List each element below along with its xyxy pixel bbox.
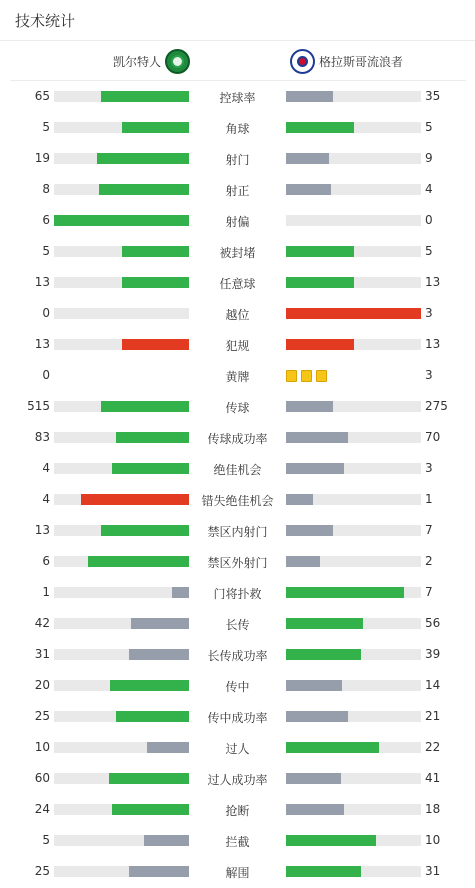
away-bar-track <box>286 215 421 226</box>
away-bar-fill <box>286 277 354 288</box>
away-bar-fill <box>286 401 333 412</box>
stat-row <box>0 670 475 701</box>
away-bar-track <box>286 401 421 412</box>
home-bar-track <box>54 835 189 846</box>
home-bar-fill <box>101 91 189 102</box>
away-bar-fill <box>286 711 348 722</box>
stat-label: 门将扑救 <box>213 587 262 601</box>
home-value: 1 <box>42 585 50 599</box>
away-bar-fill <box>286 773 341 784</box>
away-bar-track <box>286 866 421 877</box>
away-value: 9 <box>425 151 433 165</box>
stat-row <box>0 112 475 143</box>
stat-row <box>0 298 475 329</box>
away-bar-track <box>286 246 421 257</box>
away-bar-fill <box>286 463 344 474</box>
stat-row <box>0 794 475 825</box>
home-bar-track <box>54 680 189 691</box>
stat-row <box>0 422 475 453</box>
home-bar-fill <box>110 680 189 691</box>
stat-label: 传中 <box>225 680 250 694</box>
stat-row <box>0 856 475 887</box>
teams-bar <box>10 42 466 81</box>
home-bar-track <box>54 184 189 195</box>
home-value: 24 <box>34 802 50 816</box>
stat-label: 射偏 <box>225 215 250 229</box>
yellow-card-icon <box>301 370 312 382</box>
stat-row <box>0 267 475 298</box>
home-bar-track <box>54 773 189 784</box>
home-bar-track <box>54 277 189 288</box>
home-bar-track <box>54 525 189 536</box>
stat-label: 绝佳机会 <box>213 463 262 477</box>
stat-label: 错失绝佳机会 <box>201 494 274 508</box>
stat-label: 射正 <box>225 184 250 198</box>
home-value: 19 <box>34 151 50 165</box>
away-bar-track <box>286 556 421 567</box>
away-bar-fill <box>286 835 376 846</box>
home-bar-track <box>54 401 189 412</box>
away-bar-track <box>286 122 421 133</box>
away-bar-track <box>286 525 421 536</box>
stat-row <box>0 143 475 174</box>
home-bar-fill <box>101 525 189 536</box>
home-bar-fill <box>101 401 189 412</box>
stat-row <box>0 391 475 422</box>
home-bar-fill <box>112 804 189 815</box>
stat-label: 控球率 <box>219 91 256 105</box>
away-bar-track <box>286 587 421 598</box>
stat-row <box>0 484 475 515</box>
stat-row <box>0 608 475 639</box>
away-value: 35 <box>425 89 441 103</box>
away-bar-track <box>286 835 421 846</box>
stat-label: 传球 <box>225 401 250 415</box>
away-bar-fill <box>286 804 344 815</box>
stat-row <box>0 701 475 732</box>
stat-row <box>0 360 475 391</box>
home-bar-track <box>54 618 189 629</box>
stat-row <box>0 639 475 670</box>
celtic-crest-icon <box>165 49 190 74</box>
home-bar-fill <box>116 432 189 443</box>
stat-row <box>0 453 475 484</box>
home-bar-fill <box>122 277 190 288</box>
away-bar-fill <box>286 91 333 102</box>
home-value: 20 <box>34 678 50 692</box>
stat-label: 任意球 <box>219 277 256 291</box>
away-bar-track <box>286 494 421 505</box>
yellow-card-icon <box>316 370 327 382</box>
home-value: 31 <box>34 647 50 661</box>
away-bar-track <box>286 463 421 474</box>
away-bar-track <box>286 339 421 350</box>
stat-label: 禁区外射门 <box>207 556 268 570</box>
stat-label: 黄牌 <box>225 370 250 384</box>
stat-row <box>0 825 475 856</box>
away-bar-track <box>286 153 421 164</box>
home-bar-fill <box>54 215 189 226</box>
yellow-cards <box>286 370 331 382</box>
away-bar-fill <box>286 308 421 319</box>
away-value: 56 <box>425 616 441 630</box>
home-bar-fill <box>109 773 189 784</box>
page-title: 技术统计 <box>15 12 76 30</box>
home-value: 6 <box>42 554 50 568</box>
stat-row <box>0 329 475 360</box>
away-value: 7 <box>425 523 433 537</box>
away-bar-track <box>286 649 421 660</box>
stat-label: 长传成功率 <box>207 649 268 663</box>
stat-row <box>0 174 475 205</box>
home-value: 10 <box>34 740 50 754</box>
home-value: 4 <box>42 492 50 506</box>
stat-label: 解围 <box>225 866 250 880</box>
stat-label: 过人成功率 <box>207 773 268 787</box>
home-bar-track <box>54 494 189 505</box>
home-value: 5 <box>42 120 50 134</box>
away-bar-fill <box>286 494 313 505</box>
stat-label: 传中成功率 <box>207 711 268 725</box>
away-bar-track <box>286 711 421 722</box>
home-value: 0 <box>42 306 50 320</box>
away-value: 275 <box>425 399 448 413</box>
stat-row <box>0 81 475 112</box>
stat-label: 长传 <box>225 618 250 632</box>
away-bar-track <box>286 308 421 319</box>
away-bar-fill <box>286 618 363 629</box>
away-value: 21 <box>425 709 441 723</box>
home-bar-fill <box>122 122 190 133</box>
stat-row <box>0 515 475 546</box>
home-bar-fill <box>97 153 189 164</box>
home-bar-track <box>54 308 189 319</box>
home-bar-track <box>54 804 189 815</box>
home-bar-fill <box>129 649 189 660</box>
home-value: 65 <box>34 89 50 103</box>
stat-label: 射门 <box>225 153 250 167</box>
home-team[interactable] <box>113 42 190 81</box>
home-value: 13 <box>34 337 50 351</box>
away-bar-track <box>286 804 421 815</box>
away-bar-track <box>286 618 421 629</box>
away-bar-track <box>286 742 421 753</box>
stats-header <box>0 0 475 41</box>
away-bar-fill <box>286 432 348 443</box>
away-bar-track <box>286 184 421 195</box>
away-bar-fill <box>286 153 329 164</box>
away-value: 4 <box>425 182 433 196</box>
home-bar-track <box>54 91 189 102</box>
away-bar-fill <box>286 742 379 753</box>
away-team[interactable] <box>290 42 403 81</box>
stat-row <box>0 236 475 267</box>
away-bar-fill <box>286 866 361 877</box>
away-bar-fill <box>286 122 354 133</box>
rangers-crest-icon <box>290 49 315 74</box>
stat-row <box>0 732 475 763</box>
home-bar-fill <box>116 711 189 722</box>
away-bar-fill <box>286 184 331 195</box>
home-value: 8 <box>42 182 50 196</box>
home-value: 515 <box>27 399 50 413</box>
away-bar-fill <box>286 680 342 691</box>
home-bar-track <box>54 153 189 164</box>
home-bar-track <box>54 587 189 598</box>
home-team-name: 凯尔特人 <box>112 55 161 69</box>
away-value: 10 <box>425 833 441 847</box>
home-bar-fill <box>112 463 189 474</box>
home-value: 6 <box>42 213 50 227</box>
home-bar-track <box>54 122 189 133</box>
home-value: 42 <box>34 616 50 630</box>
away-value: 5 <box>425 120 433 134</box>
away-bar-fill <box>286 556 320 567</box>
stat-label: 犯规 <box>225 339 250 353</box>
stat-row <box>0 546 475 577</box>
away-bar-track <box>286 432 421 443</box>
away-bar-track <box>286 91 421 102</box>
away-value: 7 <box>425 585 433 599</box>
stat-row <box>0 577 475 608</box>
stat-label: 被封堵 <box>219 246 256 260</box>
away-value: 18 <box>425 802 441 816</box>
stat-label: 越位 <box>225 308 250 322</box>
away-value: 39 <box>425 647 441 661</box>
home-bar-fill <box>172 587 189 598</box>
home-value: 25 <box>34 709 50 723</box>
home-bar-track <box>54 246 189 257</box>
home-value: 13 <box>34 275 50 289</box>
away-value: 3 <box>425 461 433 475</box>
home-bar-fill <box>88 556 189 567</box>
away-bar-fill <box>286 246 354 257</box>
away-bar-track <box>286 773 421 784</box>
yellow-card-icon <box>286 370 297 382</box>
home-bar-track <box>54 463 189 474</box>
home-bar-fill <box>122 339 190 350</box>
home-bar-fill <box>99 184 189 195</box>
stat-label: 禁区内射门 <box>207 525 268 539</box>
home-bar-track <box>54 339 189 350</box>
stat-label: 抢断 <box>225 804 250 818</box>
home-value: 5 <box>42 833 50 847</box>
away-bar-fill <box>286 649 361 660</box>
home-bar-track <box>54 556 189 567</box>
stats-table <box>0 81 475 887</box>
home-bar-track <box>54 432 189 443</box>
home-bar-fill <box>144 835 189 846</box>
home-value: 60 <box>34 771 50 785</box>
away-value: 70 <box>425 430 441 444</box>
stat-label: 角球 <box>225 122 250 136</box>
away-bar-fill <box>286 339 354 350</box>
home-bar-fill <box>81 494 189 505</box>
away-value: 1 <box>425 492 433 506</box>
stat-row <box>0 763 475 794</box>
away-value: 31 <box>425 864 441 878</box>
away-value: 0 <box>425 213 433 227</box>
stat-label: 传球成功率 <box>207 432 268 446</box>
away-value: 22 <box>425 740 441 754</box>
away-value: 14 <box>425 678 441 692</box>
home-bar-fill <box>131 618 189 629</box>
home-bar-fill <box>129 866 189 877</box>
away-value: 5 <box>425 244 433 258</box>
away-value: 2 <box>425 554 433 568</box>
home-value: 25 <box>34 864 50 878</box>
home-bar-fill <box>122 246 190 257</box>
away-bar-fill <box>286 587 404 598</box>
stat-label: 过人 <box>225 742 250 756</box>
away-bar-track <box>286 277 421 288</box>
away-team-name: 格拉斯哥流浪者 <box>319 55 404 69</box>
away-value: 13 <box>425 275 441 289</box>
away-value: 41 <box>425 771 441 785</box>
home-value: 4 <box>42 461 50 475</box>
home-bar-fill <box>147 742 189 753</box>
home-bar-track <box>54 649 189 660</box>
away-value: 3 <box>425 368 433 382</box>
away-value: 3 <box>425 306 433 320</box>
home-value: 83 <box>34 430 50 444</box>
stat-label: 拦截 <box>225 835 250 849</box>
home-value: 13 <box>34 523 50 537</box>
home-bar-track <box>54 742 189 753</box>
home-bar-track <box>54 866 189 877</box>
away-value: 13 <box>425 337 441 351</box>
home-bar-track <box>54 711 189 722</box>
home-value: 5 <box>42 244 50 258</box>
stat-row <box>0 205 475 236</box>
home-value: 0 <box>42 368 50 382</box>
home-bar-track <box>54 215 189 226</box>
away-bar-fill <box>286 525 333 536</box>
away-bar-track <box>286 680 421 691</box>
